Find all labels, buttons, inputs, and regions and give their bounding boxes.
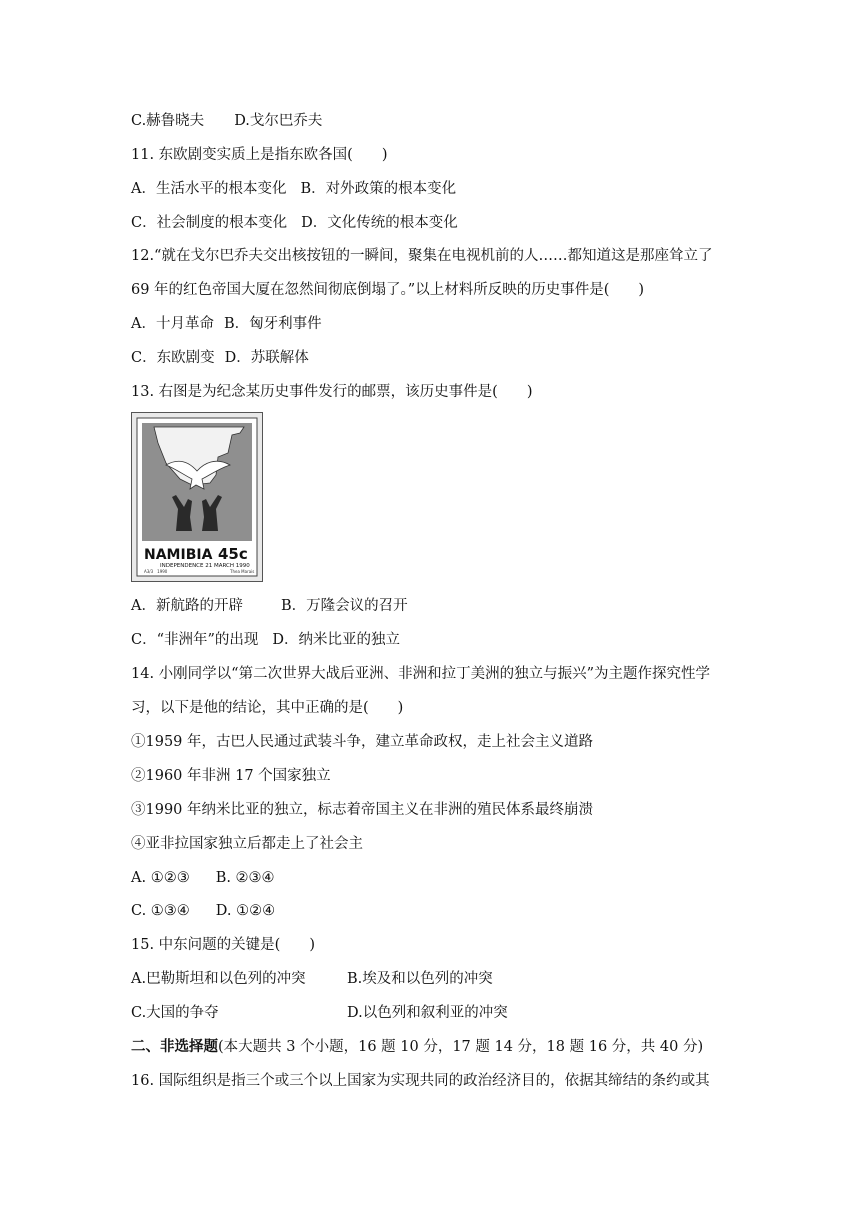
q16-stem: 16. 国际组织是指三个或三个以上国家为实现共同的政治经济目的，依据其缔结的条约或其 [131,1073,710,1089]
q14-stem-line2: 习，以下是他的结论，其中正确的是( ) [131,700,404,716]
q11-stem: 11. 东欧剧变实质上是指东欧各国( ) [131,147,388,163]
stamp-caption: INDEPENDENCE 21 MARCH 1990 [160,563,250,569]
section-heading [131,1037,703,1057]
option-c: C. ①③④ [131,903,190,919]
option-b: B．匈牙利事件 [223,316,322,332]
q14-statement-4: ④亚非拉国家独立后都走上了社会主 [131,836,363,852]
option-a: A．新航路的开辟 [131,598,243,614]
q12-stem-line2: 69 年的红色帝国大厦在忽然间彻底倒塌了。”以上材料所反映的历史事件是( ) [131,282,645,298]
option-a: A．生活水平的根本变化 [131,181,287,197]
option-c: C．社会制度的根本变化 [131,215,288,231]
option-c: C．东欧剧变 [131,350,215,366]
namibia-stamp-image [131,412,263,582]
stamp-illustration [132,413,262,581]
option-d: D.戈尔巴乔夫 [234,113,323,129]
option-d: D．纳米比亚的独立 [272,632,401,648]
section-note: (本大题共 3 个小题，16 题 10 分，17 题 14 分，18 题 16 分，共 40 分) [218,1039,704,1055]
option-c: C.赫鲁晓夫 [131,113,205,129]
q15-options-ab [131,969,493,989]
option-a: A．十月革命 [131,316,214,332]
q10-options-cd [131,111,322,131]
section-title: 二、非选择题 [131,1038,218,1055]
option-d: D. ①②④ [215,903,276,919]
option-d: D．文化传统的根本变化 [301,215,458,231]
q12-options-ab [131,314,322,334]
q11-options-ab [131,179,456,199]
q12-options-cd [131,348,309,368]
q13-stem: 13. 右图是为纪念某历史事件发行的邮票，该历史事件是( ) [131,384,533,400]
q15-stem: 15. 中东问题的关键是( ) [131,937,315,953]
option-c: C.大国的争夺 [131,1005,219,1021]
option-a: A.巴勒斯坦和以色列的冲突 [131,971,306,987]
option-d: D.以色列和叙利亚的冲突 [347,1005,508,1021]
q14-options-cd [131,901,275,921]
stamp-value: 45c [218,545,248,563]
option-a: A. ①②③ [131,870,190,886]
stamp-small-right: Thea Marais [230,569,255,574]
q13-options-cd [131,630,400,650]
option-c: C．“非洲年”的出现 [131,632,259,648]
q14-stem-line1: 14. 小刚同学以“第二次世界大战后亚洲、非洲和拉丁美洲的独立与振兴”为主题作探究性学 [131,666,710,682]
q13-options-ab [131,596,408,616]
q14-statement-2: ②1960 年非洲 17 个国家独立 [131,768,331,784]
option-d: D．苏联解体 [224,350,309,366]
q11-options-cd [131,213,458,233]
stamp-small-left: A3/3 1990 [144,569,168,574]
q14-options-ab [131,868,275,888]
q14-statement-3: ③1990 年纳米比亚的独立，标志着帝国主义在非洲的殖民体系最终崩溃 [131,802,594,818]
q12-stem-line1: 12.“就在戈尔巴乔夫交出核按钮的一瞬间，聚集在电视机前的人……都知道这是那座耸立了 [131,248,713,264]
q14-statement-1: ①1959 年，古巴人民通过武装斗争，建立革命政权，走上社会主义道路 [131,734,594,750]
option-b: B. ②③④ [215,870,275,886]
option-b: B．万隆会议的召开 [280,598,408,614]
option-b: B．对外政策的根本变化 [300,181,457,197]
option-b: B.埃及和以色列的冲突 [347,971,493,987]
q15-options-cd [131,1003,508,1023]
stamp-country: NAMIBIA [144,547,213,563]
